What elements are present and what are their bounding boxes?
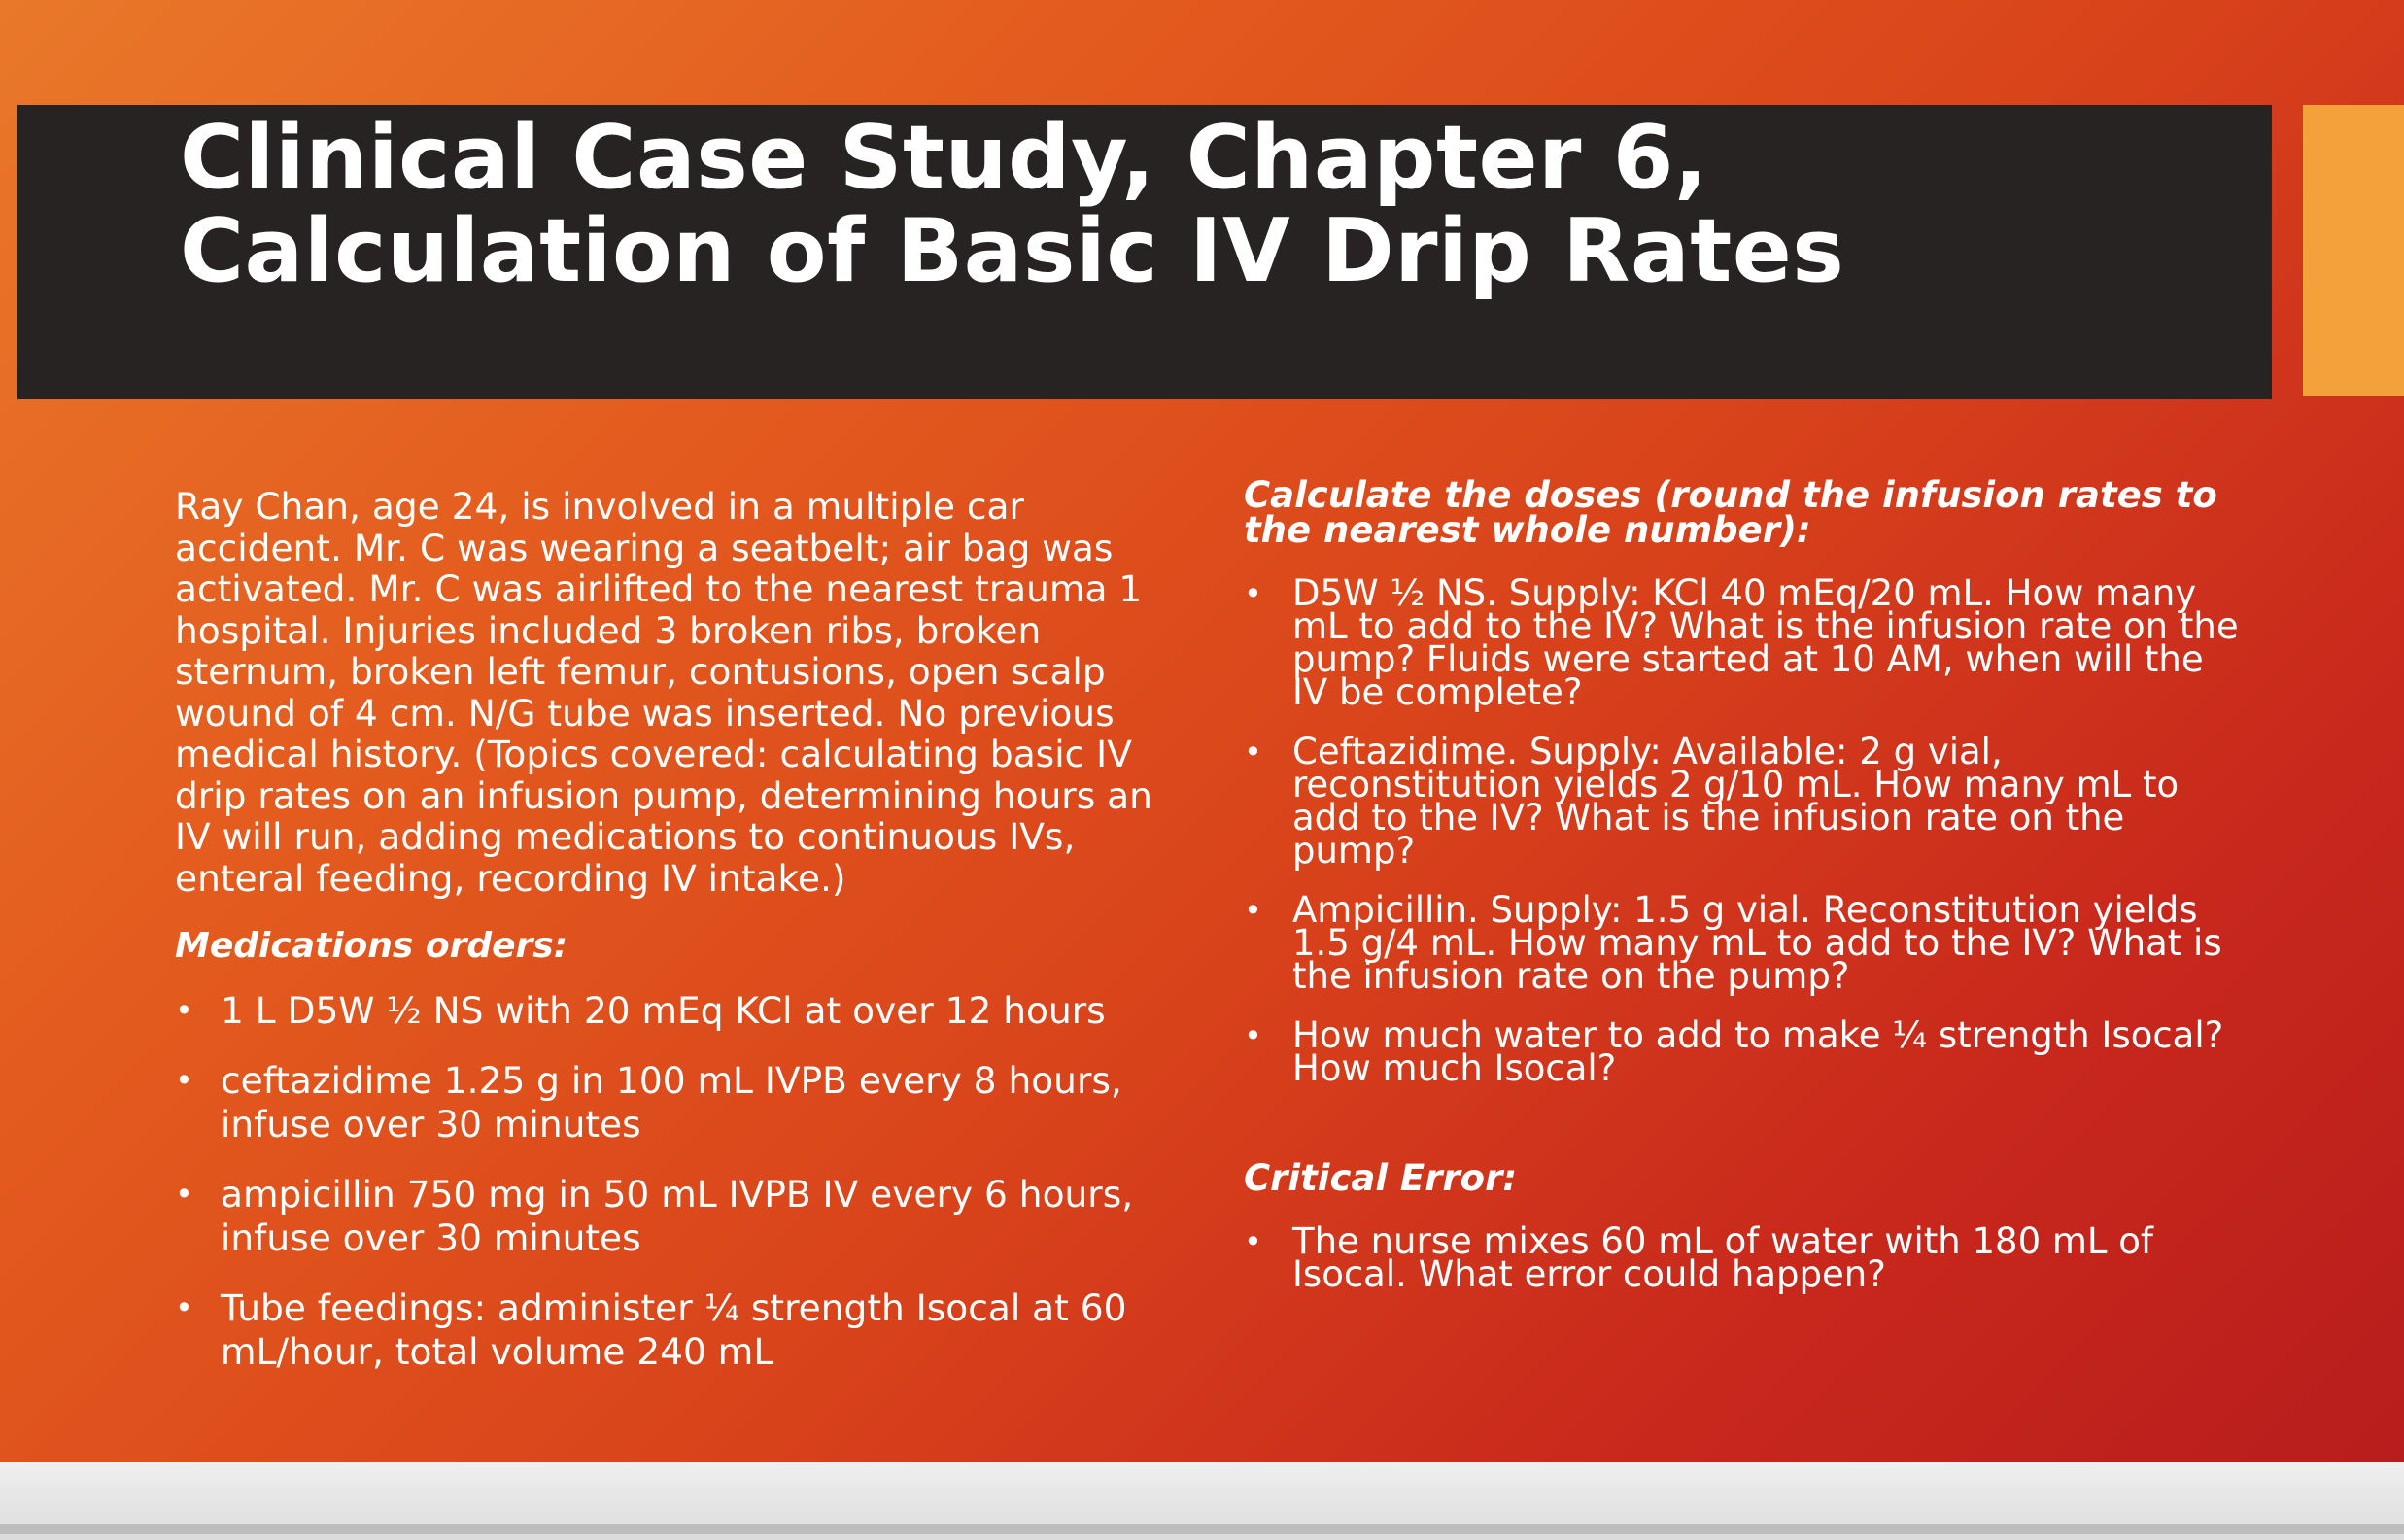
bottom-divider (0, 1524, 2404, 1534)
medication-item: • 1 L D5W ½ NS with 20 mEq KCl at over 12 hours (175, 989, 1176, 1033)
medication-item: • ampicillin 750 mg in 50 mL IVPB IV every 6 hours, infuse over 30 minutes (175, 1173, 1176, 1260)
title-line-2: Calculation of Basic IV Drip Rates (180, 200, 1845, 302)
calculation-item: • D5W ½ NS. Supply: KCl 40 mEq/20 mL. How many mL to add to the IV? What is the infusion rate on the pump? Fluids were started at 10 AM, when will the IV be complete? (1244, 577, 2245, 709)
slide-title (180, 107, 2220, 302)
medication-item: • ceftazidime 1.25 g in 100 mL IVPB every 8 hours, infuse over 30 minutes (175, 1059, 1176, 1146)
critical-error-heading: Critical Error: (1244, 1157, 1518, 1199)
medication-item: • Tube feedings: administer ¼ strength Isocal at 60 mL/hour, total volume 240 mL (175, 1286, 1176, 1374)
bottom-strip (0, 1462, 2404, 1540)
calculation-item: • How much water to add to make ¼ strength Isocal? How much Isocal? (1244, 1019, 2245, 1085)
medications-heading: Medications orders: (175, 926, 568, 966)
calculation-item: • Ceftazidime. Supply: Available: 2 g vial, reconstitution yields 2 g/10 mL. How many mL to add to the IV? What is the infusion rate on the pump? (1244, 736, 2245, 868)
title-line-1: Clinical Case Study, Chapter 6, (180, 107, 1708, 209)
critical-error-item: • The nurse mixes 60 mL of water with 180 mL of Isocal. What error could happen? (1244, 1225, 2245, 1291)
right-column (1244, 474, 2245, 1295)
left-column (175, 486, 1176, 1374)
medications-list (175, 989, 1176, 1374)
case-description: Ray Chan, age 24, is involved in a multiple car accident. Mr. C was wearing a seatbelt; air bag was activated. Mr. C was airlifted to the nearest trauma 1 hospital. Injuries included 3 broken ribs, broken sternum, broken left femur, contusions, open scalp wound of 4 cm. N/G tube was inserted. No previous medical history. (Topics covered: calculating basic IV drip rates on an infusion pump, determining hours an IV will run, adding medications to continuous IVs, enteral feeding, recording IV intake.) (175, 485, 1152, 900)
accent-block (2303, 105, 2404, 396)
calculation-item: • Ampicillin. Supply: 1.5 g vial. Reconstitution yields 1.5 g/4 mL. How many mL to add to the IV? What is the infusion rate on the pump? (1244, 894, 2245, 993)
calculations-list (1244, 572, 2245, 1089)
calculate-heading: Calculate the doses (round the infusion rates to the nearest whole number): (1244, 474, 2217, 551)
critical-error-list (1244, 1220, 2245, 1295)
